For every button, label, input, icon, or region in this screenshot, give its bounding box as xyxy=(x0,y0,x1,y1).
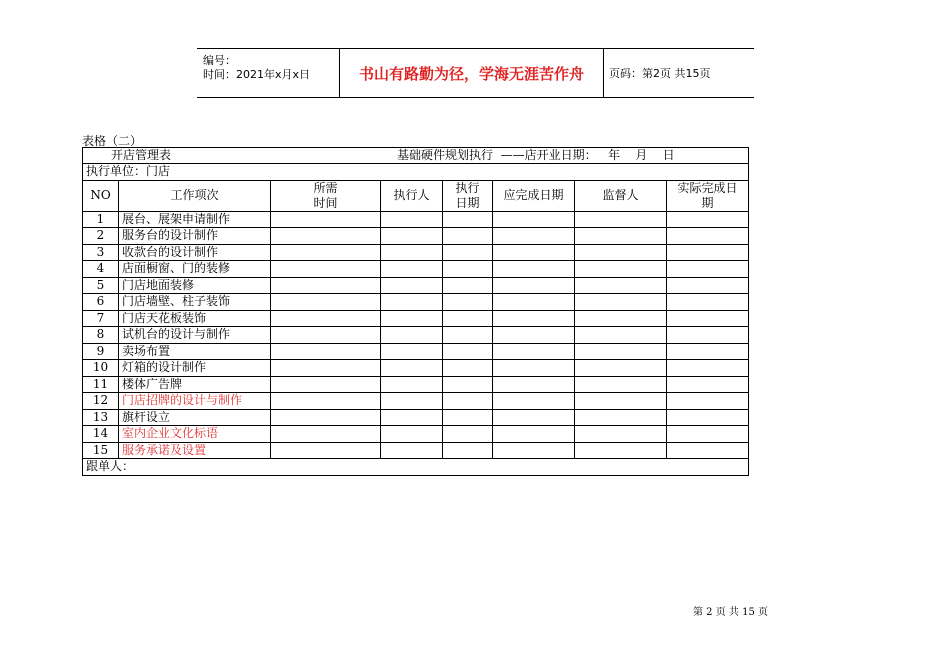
empty-cell[interactable] xyxy=(271,294,381,311)
work-item: 门店墙壁、柱子装饰 xyxy=(119,294,271,311)
empty-cell[interactable] xyxy=(575,360,667,377)
table-row xyxy=(83,310,749,327)
row-number: 2 xyxy=(83,228,119,245)
empty-cell[interactable] xyxy=(667,343,749,360)
table-row xyxy=(83,442,749,459)
empty-cell[interactable] xyxy=(575,277,667,294)
empty-cell[interactable] xyxy=(575,393,667,410)
row-number: 7 xyxy=(83,310,119,327)
row-number: 3 xyxy=(83,244,119,261)
empty-cell[interactable] xyxy=(443,442,493,459)
table-title-row xyxy=(83,148,749,164)
empty-cell[interactable] xyxy=(381,211,443,228)
empty-cell[interactable] xyxy=(667,409,749,426)
empty-cell[interactable] xyxy=(381,409,443,426)
column-header: 所需 时间 xyxy=(271,180,381,211)
empty-cell[interactable] xyxy=(381,393,443,410)
work-item: 展台、展架申请制作 xyxy=(119,211,271,228)
empty-cell[interactable] xyxy=(667,211,749,228)
empty-cell[interactable] xyxy=(381,360,443,377)
empty-cell[interactable] xyxy=(443,244,493,261)
empty-cell[interactable] xyxy=(381,228,443,245)
execution-unit: 执行单位：门店 xyxy=(83,164,749,181)
empty-cell[interactable] xyxy=(271,426,381,443)
table-row xyxy=(83,343,749,360)
empty-cell[interactable] xyxy=(667,327,749,344)
empty-cell[interactable] xyxy=(575,426,667,443)
empty-cell[interactable] xyxy=(667,426,749,443)
work-item: 收款台的设计制作 xyxy=(119,244,271,261)
empty-cell[interactable] xyxy=(575,228,667,245)
header-motto xyxy=(339,49,604,97)
empty-cell[interactable] xyxy=(493,244,575,261)
work-item: 门店天花板装饰 xyxy=(119,310,271,327)
empty-cell[interactable] xyxy=(443,310,493,327)
empty-cell[interactable] xyxy=(381,343,443,360)
row-number: 8 xyxy=(83,327,119,344)
row-number: 6 xyxy=(83,294,119,311)
empty-cell[interactable] xyxy=(575,310,667,327)
empty-cell[interactable] xyxy=(271,277,381,294)
empty-cell[interactable] xyxy=(575,343,667,360)
work-item: 旗杆设立 xyxy=(119,409,271,426)
empty-cell[interactable] xyxy=(575,211,667,228)
empty-cell[interactable] xyxy=(575,244,667,261)
empty-cell[interactable] xyxy=(381,294,443,311)
empty-cell[interactable] xyxy=(667,442,749,459)
empty-cell[interactable] xyxy=(381,310,443,327)
empty-cell[interactable] xyxy=(493,426,575,443)
row-number: 9 xyxy=(83,343,119,360)
empty-cell[interactable] xyxy=(381,426,443,443)
row-number: 15 xyxy=(83,442,119,459)
empty-cell[interactable] xyxy=(271,393,381,410)
empty-cell[interactable] xyxy=(271,442,381,459)
empty-cell[interactable] xyxy=(381,327,443,344)
empty-cell[interactable] xyxy=(443,376,493,393)
empty-cell[interactable] xyxy=(493,442,575,459)
work-item: 楼体广告牌 xyxy=(119,376,271,393)
work-item: 室内企业文化标语 xyxy=(119,426,271,443)
table-row xyxy=(83,376,749,393)
empty-cell[interactable] xyxy=(667,393,749,410)
empty-cell[interactable] xyxy=(271,310,381,327)
empty-cell[interactable] xyxy=(271,244,381,261)
empty-cell[interactable] xyxy=(667,376,749,393)
empty-cell[interactable] xyxy=(271,327,381,344)
table-row xyxy=(83,244,749,261)
empty-cell[interactable] xyxy=(443,211,493,228)
empty-cell[interactable] xyxy=(271,409,381,426)
empty-cell[interactable] xyxy=(271,376,381,393)
empty-cell[interactable] xyxy=(575,442,667,459)
empty-cell[interactable] xyxy=(443,360,493,377)
table-row xyxy=(83,327,749,344)
column-header-row xyxy=(83,180,749,211)
empty-cell[interactable] xyxy=(493,228,575,245)
table-title: 开店管理表 xyxy=(111,148,172,162)
empty-cell[interactable] xyxy=(493,393,575,410)
empty-cell[interactable] xyxy=(575,327,667,344)
empty-cell[interactable] xyxy=(493,409,575,426)
work-item: 店面橱窗、门的装修 xyxy=(119,261,271,278)
column-header: NO xyxy=(83,180,119,211)
work-item: 试机台的设计与制作 xyxy=(119,327,271,344)
empty-cell[interactable] xyxy=(443,393,493,410)
empty-cell[interactable] xyxy=(667,277,749,294)
page-footer: 第 2 页 共 15 页 xyxy=(693,607,768,618)
table-row xyxy=(83,426,749,443)
empty-cell[interactable] xyxy=(443,261,493,278)
empty-cell[interactable] xyxy=(381,277,443,294)
store-management-table xyxy=(82,147,749,476)
row-number: 5 xyxy=(83,277,119,294)
empty-cell[interactable] xyxy=(443,426,493,443)
work-item: 门店地面装修 xyxy=(119,277,271,294)
row-number: 1 xyxy=(83,211,119,228)
column-header: 执行人 xyxy=(381,180,443,211)
work-item: 服务承诺及设置 xyxy=(119,442,271,459)
empty-cell[interactable] xyxy=(271,343,381,360)
empty-cell[interactable] xyxy=(493,376,575,393)
time-label: 时间：2021年x月x日 xyxy=(203,68,311,81)
empty-cell[interactable] xyxy=(667,360,749,377)
work-item: 卖场布置 xyxy=(119,343,271,360)
empty-cell[interactable] xyxy=(493,261,575,278)
table-row xyxy=(83,277,749,294)
empty-cell[interactable] xyxy=(575,261,667,278)
column-header: 监督人 xyxy=(575,180,667,211)
empty-cell[interactable] xyxy=(667,228,749,245)
row-number: 14 xyxy=(83,426,119,443)
empty-cell[interactable] xyxy=(443,228,493,245)
row-number: 4 xyxy=(83,261,119,278)
row-number: 10 xyxy=(83,360,119,377)
empty-cell[interactable] xyxy=(443,343,493,360)
empty-cell[interactable] xyxy=(443,327,493,344)
empty-cell[interactable] xyxy=(667,244,749,261)
number-label: 编号： xyxy=(203,54,236,67)
empty-cell[interactable] xyxy=(493,294,575,311)
empty-cell[interactable] xyxy=(381,442,443,459)
table-row xyxy=(83,228,749,245)
empty-cell[interactable] xyxy=(493,310,575,327)
empty-cell[interactable] xyxy=(493,343,575,360)
work-item: 灯箱的设计制作 xyxy=(119,360,271,377)
table-row xyxy=(83,409,749,426)
table-row xyxy=(83,294,749,311)
row-number: 13 xyxy=(83,409,119,426)
column-header: 执行 日期 xyxy=(443,180,493,211)
empty-cell[interactable] xyxy=(443,409,493,426)
row-number: 12 xyxy=(83,393,119,410)
column-header: 工作项次 xyxy=(119,180,271,211)
empty-cell[interactable] xyxy=(493,277,575,294)
empty-cell[interactable] xyxy=(493,360,575,377)
empty-cell[interactable] xyxy=(443,277,493,294)
page-label: 页码：第2页 共15页 xyxy=(609,67,711,80)
table-row xyxy=(83,211,749,228)
work-item: 服务台的设计制作 xyxy=(119,228,271,245)
empty-cell[interactable] xyxy=(271,211,381,228)
table-row xyxy=(83,261,749,278)
empty-cell[interactable] xyxy=(667,261,749,278)
empty-cell[interactable] xyxy=(381,376,443,393)
column-header: 实际完成日 期 xyxy=(667,180,749,211)
empty-cell[interactable] xyxy=(381,261,443,278)
empty-cell[interactable] xyxy=(493,327,575,344)
empty-cell[interactable] xyxy=(381,244,443,261)
table-caption: 表格（二） xyxy=(82,134,143,148)
empty-cell[interactable] xyxy=(667,294,749,311)
work-item: 门店招牌的设计与制作 xyxy=(119,393,271,410)
empty-cell[interactable] xyxy=(493,211,575,228)
empty-cell[interactable] xyxy=(575,376,667,393)
table-row xyxy=(83,360,749,377)
empty-cell[interactable] xyxy=(575,409,667,426)
table-row xyxy=(83,393,749,410)
empty-cell[interactable] xyxy=(575,294,667,311)
empty-cell[interactable] xyxy=(271,228,381,245)
row-number: 11 xyxy=(83,376,119,393)
document-header xyxy=(197,48,754,98)
empty-cell[interactable] xyxy=(667,310,749,327)
empty-cell[interactable] xyxy=(271,261,381,278)
empty-cell[interactable] xyxy=(271,360,381,377)
empty-cell[interactable] xyxy=(443,294,493,311)
follow-up-person: 跟单人： xyxy=(83,459,749,476)
table-subtitle: 基础硬件规划执行 ——店开业日期： 年 月 日 xyxy=(397,148,675,162)
motto-text: 书山有路勤为径，学海无涯苦作舟 xyxy=(358,64,584,83)
column-header: 应完成日期 xyxy=(493,180,575,211)
header-meta xyxy=(197,49,339,97)
